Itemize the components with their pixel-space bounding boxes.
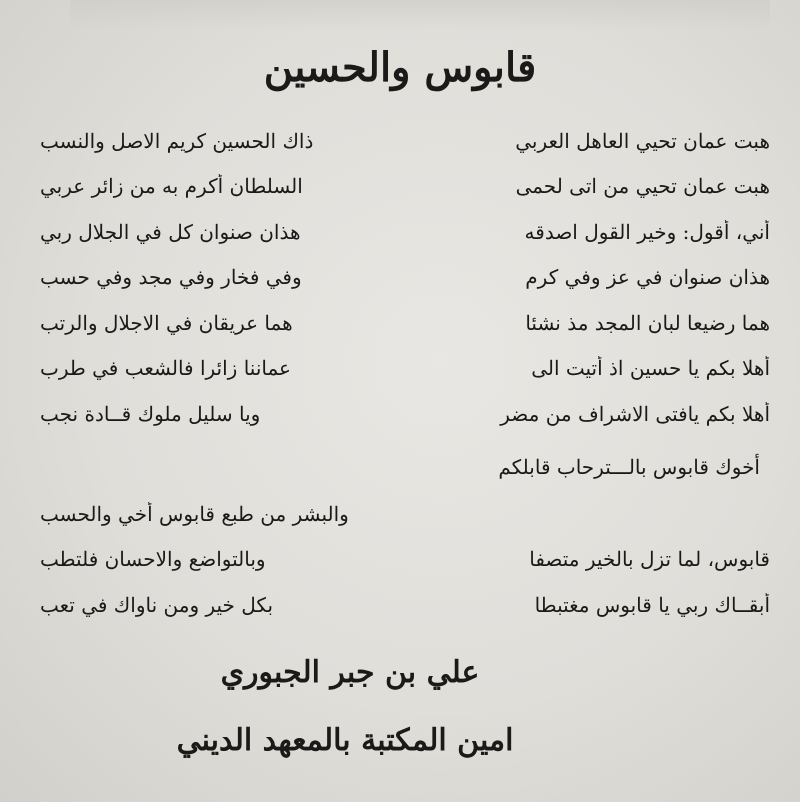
author-name: علي بن جبر الجبوري bbox=[220, 655, 480, 690]
verse-row bbox=[40, 582, 770, 628]
author-position: امين المكتبة بالمعهد الديني bbox=[176, 723, 514, 758]
verse-row bbox=[40, 300, 770, 346]
poem-title: قابوس والحسين bbox=[263, 44, 537, 91]
poem-verses-top bbox=[40, 118, 770, 437]
verse-left-hemistich: وفي فخار وفي مجد وفي حسب bbox=[40, 265, 302, 290]
verse-row bbox=[40, 391, 770, 437]
verse-row bbox=[40, 491, 770, 537]
verse-row bbox=[40, 346, 770, 392]
verse-row bbox=[40, 118, 770, 164]
verse-center-line bbox=[40, 455, 770, 479]
verse-right-hemistich: أهلا بكم يافتى الاشراف من مضر bbox=[500, 401, 770, 426]
verse-left-hemistich: هذان صنوان كل في الجلال ربي bbox=[40, 219, 301, 244]
verse-right-hemistich: قابوس، لما تزل بالخير متصفا bbox=[529, 547, 770, 572]
verse-left-hemistich: عماننا زائرا فالشعب في طرب bbox=[40, 356, 291, 381]
verse-left-hemistich: والبشر من طبع قابوس أخي والحسب bbox=[40, 501, 349, 526]
verse-right-hemistich: أني، أقول: وخير القول اصدقه bbox=[524, 219, 770, 244]
verse-right-hemistich: هبت عمان تحيي من اتى لحمى bbox=[515, 174, 770, 199]
verse-row bbox=[40, 209, 770, 255]
verse-left-hemistich: هما عريقان في الاجلال والرتب bbox=[40, 310, 293, 335]
verse-left-hemistich: وبالتواضع والاحسان فلتطب bbox=[40, 547, 266, 572]
verse-left-hemistich: السلطان أكرم به من زائر عربي bbox=[40, 174, 303, 199]
page-bleed-shadow bbox=[70, 0, 770, 30]
verse-left-hemistich: بكل خير ومن ناواك في تعب bbox=[40, 592, 274, 617]
verse-right-hemistich: هذان صنوان في عز وفي كرم bbox=[525, 265, 770, 290]
verse-right-hemistich: هما رضيعا لبان المجد مذ نشئا bbox=[525, 310, 770, 335]
verse-right-hemistich: أهلا بكم يا حسين اذ أتيت الى bbox=[531, 356, 770, 381]
verse-center-hemistich: أخوك قابوس بالـــترحاب قابلكم bbox=[498, 455, 760, 479]
verse-left-hemistich: ويا سليل ملوك قــادة نجب bbox=[40, 401, 261, 426]
verse-left-hemistich: ذاك الحسين كريم الاصل والنسب bbox=[40, 128, 314, 153]
verse-right-hemistich: هبت عمان تحيي العاهل العربي bbox=[515, 128, 770, 153]
verse-row bbox=[40, 537, 770, 583]
poem-verses-bottom bbox=[40, 491, 770, 628]
verse-right-hemistich: أبقــاك ربي يا قابوس مغتبطا bbox=[534, 592, 770, 617]
verse-row bbox=[40, 164, 770, 210]
verse-row bbox=[40, 255, 770, 301]
